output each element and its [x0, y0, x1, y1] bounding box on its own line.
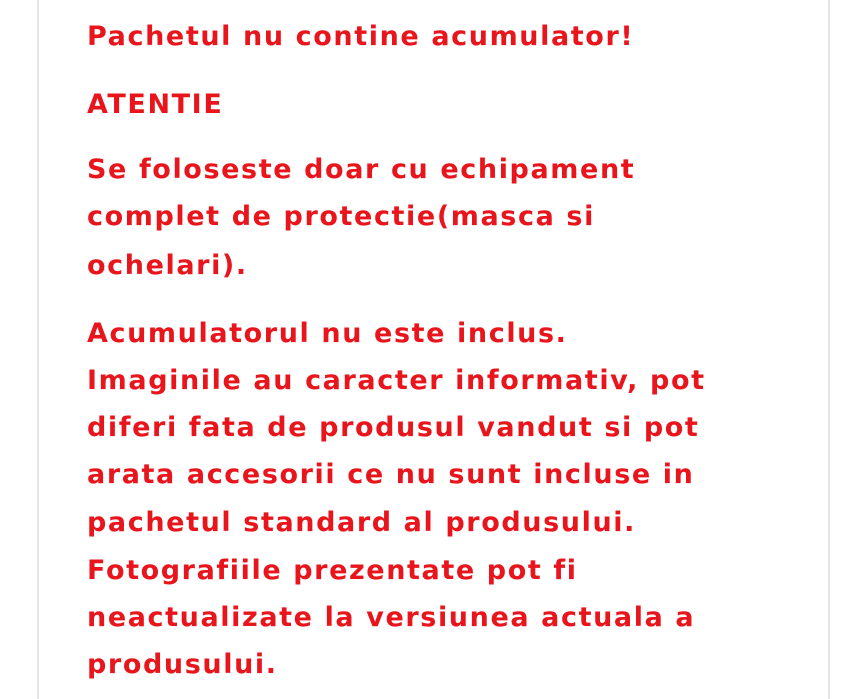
disclaimer-line-8: produsului. [87, 649, 278, 680]
disclaimer-line-1: Acumulatorul nu este inclus. [87, 318, 568, 349]
disclaimer-line-7: neactualizate la versiunea actuala a [87, 602, 696, 633]
warning-line-2: complet de protectie(masca si [87, 201, 595, 232]
warning-line-3: ochelari). [87, 250, 248, 281]
disclaimer-line-4: arata accesorii ce nu sunt incluse in [87, 459, 695, 490]
disclaimer-line-6: Fotografiile prezentate pot fi [87, 555, 578, 586]
notice-heading-atentie: ATENTIE [87, 89, 224, 120]
content-border-right [828, 0, 830, 699]
warning-line-1: Se foloseste doar cu echipament [87, 154, 636, 185]
content-border-left [37, 0, 39, 699]
notice-no-battery: Pachetul nu contine acumulator! [87, 21, 635, 52]
disclaimer-line-2: Imaginile au caracter informativ, pot [87, 365, 706, 396]
disclaimer-line-5: pachetul standard al produsului. [87, 507, 636, 538]
disclaimer-line-3: diferi fata de produsul vandut si pot [87, 412, 700, 443]
